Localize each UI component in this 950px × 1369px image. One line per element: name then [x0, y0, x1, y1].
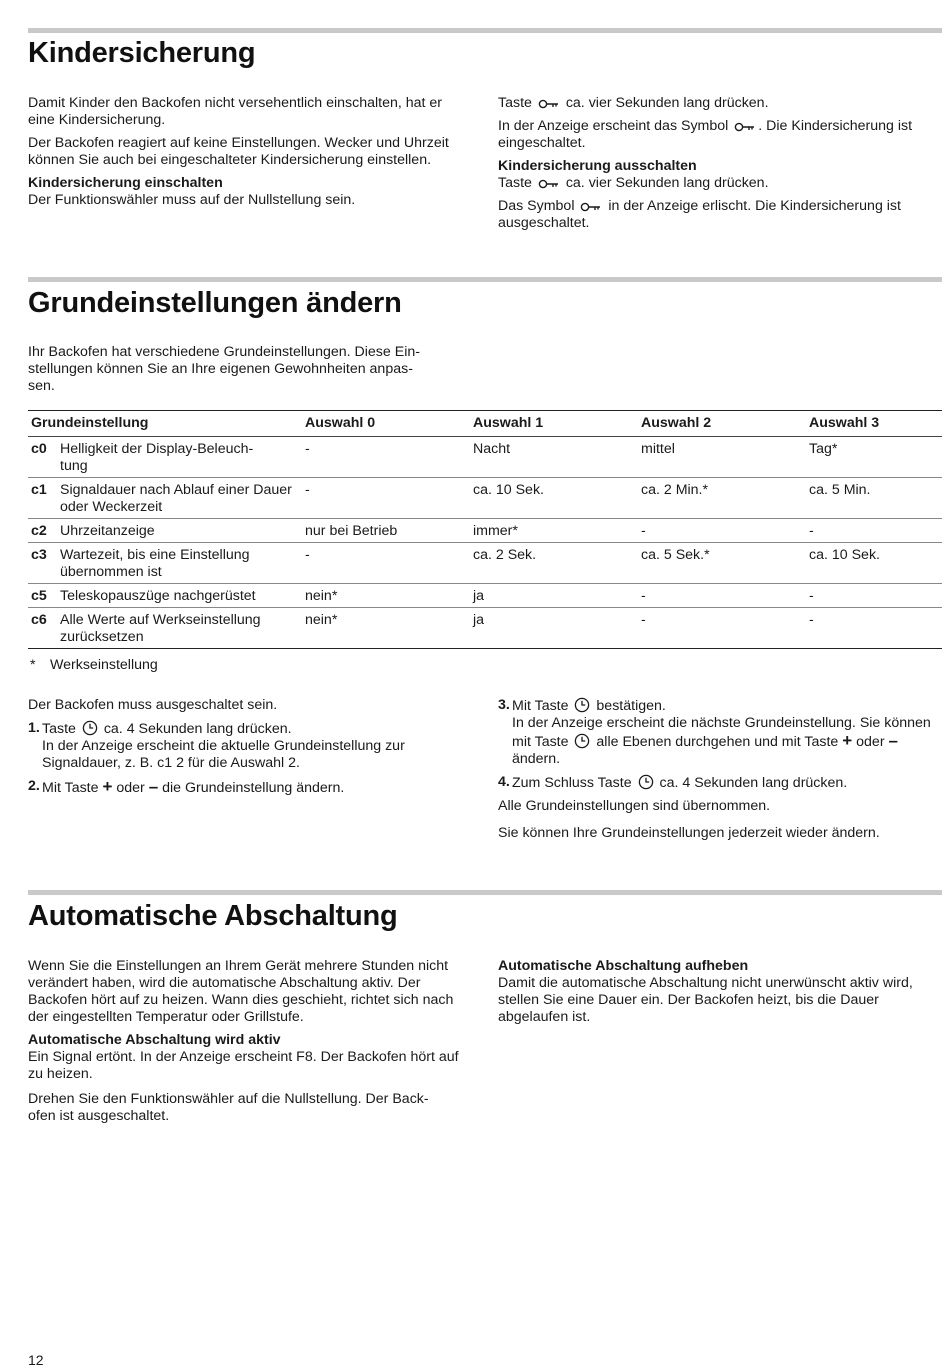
- text: Mit Taste: [512, 698, 569, 714]
- text: alle Ebenen durchgehen und mit Taste: [596, 734, 839, 750]
- clock-icon: [638, 774, 654, 790]
- text-line: stellungen können Sie an Ihre eigenen Gewohnheiten anpas-: [28, 361, 413, 377]
- table-footnote: [28, 657, 158, 674]
- column-header: Auswahl 3: [806, 411, 942, 437]
- section-rule: [28, 277, 942, 282]
- text: Taste: [498, 175, 532, 191]
- cell: nur bei Betrieb: [302, 519, 470, 543]
- setting-description: Uhrzeitanzeige: [57, 519, 302, 543]
- paragraph: [498, 118, 942, 152]
- cell: Tag*: [806, 437, 942, 478]
- setting-description: [57, 437, 302, 478]
- paragraph: Der Backofen reagiert auf keine Einstellungen. Wecker und Uhrzeit können Sie auch bei eingeschalteter Kindersicherung einstellen.: [28, 135, 449, 168]
- paragraph: Damit die automatische Abschaltung nicht unerwünscht aktiv wird, stellen Sie eine Dauer ein. Der Backofen heizt, bis die Dauer abgelaufen ist.: [498, 975, 913, 1025]
- paragraph: [498, 95, 942, 112]
- column-header: Auswahl 0: [302, 411, 470, 437]
- section-title-grundeinstellungen: Grundeinstellungen ändern: [28, 287, 402, 319]
- subheading: Automatische Abschaltung wird aktiv: [28, 1032, 281, 1048]
- paragraph: Der Funktionswähler muss auf der Nullstellung sein.: [28, 192, 356, 208]
- abschaltung-right-column: [498, 958, 942, 1032]
- text: ca. vier Sekunden lang drücken.: [565, 95, 769, 111]
- cell: ja: [470, 584, 638, 608]
- cell: mittel: [638, 437, 806, 478]
- clock-icon: [574, 697, 590, 713]
- setting-description: Teleskopauszüge nachgerüstet: [57, 584, 302, 608]
- cell: nein*: [302, 584, 470, 608]
- text-line: Ihr Backofen hat verschiedene Grundeinstellungen. Diese Ein-: [28, 344, 420, 360]
- cell: nein*: [302, 608, 470, 649]
- cell: -: [638, 608, 806, 649]
- cell: -: [302, 543, 470, 584]
- footnote-marker: *: [30, 657, 36, 673]
- text-line: sen.: [28, 378, 55, 394]
- text-line: ofen ist ausgeschaltet.: [28, 1108, 170, 1124]
- text-line: tung: [60, 458, 88, 474]
- paragraph: Ein Signal ertönt. In der Anzeige erscheint F8. Der Backofen hört auf zu heizen.: [28, 1049, 459, 1082]
- cell: ca. 2 Sek.: [470, 543, 638, 584]
- text: ändern.: [512, 751, 561, 767]
- grundeinstellungen-right-column: [498, 697, 942, 848]
- text: Taste: [42, 721, 76, 737]
- setting-description: Signaldauer nach Ablauf einer Dauer oder Weckerzeit: [57, 478, 302, 519]
- cell: -: [638, 584, 806, 608]
- paragraph: [28, 1091, 472, 1125]
- paragraph: Sie können Ihre Grundeinstellungen jederzeit wieder ändern.: [498, 825, 880, 841]
- text: Zum Schluss Taste: [512, 775, 632, 791]
- cell: ca. 5 Min.: [806, 478, 942, 519]
- table-row: [28, 478, 942, 519]
- column-header: Grundeinstellung: [28, 411, 302, 437]
- clock-icon: [574, 733, 590, 749]
- cell: ca. 5 Sek.*: [638, 543, 806, 584]
- page-number: 12: [28, 1352, 44, 1368]
- text-line: Drehen Sie den Funktionswähler auf die Nullstellung. Der Back-: [28, 1091, 429, 1107]
- paragraph: Alle Grundeinstellungen sind übernommen.: [498, 798, 771, 814]
- table-row: [28, 437, 942, 478]
- key-icon: [538, 178, 560, 190]
- text: ca. 4 Sekunden lang drücken.: [103, 721, 292, 737]
- abschaltung-left-column: [28, 958, 472, 1131]
- text: die Grundeinstellung ändern.: [162, 780, 345, 796]
- setting-code: c3: [28, 543, 57, 584]
- step-4: [498, 774, 942, 792]
- section-title-abschaltung: Automatische Abschaltung: [28, 900, 398, 932]
- cell: -: [302, 478, 470, 519]
- cell: immer*: [470, 519, 638, 543]
- paragraph: [498, 175, 942, 192]
- settings-table: [28, 410, 942, 649]
- setting-code: c5: [28, 584, 57, 608]
- step-number: 3.: [498, 697, 510, 713]
- setting-code: c2: [28, 519, 57, 543]
- table-row: [28, 608, 942, 649]
- text: In der Anzeige erscheint die nächste Grundeinstellung. Sie können mit Taste: [512, 715, 931, 750]
- text: ca. vier Sekunden lang drücken.: [565, 175, 769, 191]
- key-icon: [538, 98, 560, 110]
- paragraph: [498, 198, 942, 232]
- paragraph: Wenn Sie die Einstellungen an Ihrem Gerät mehrere Stunden nicht verändert haben, wird die automatische Abschaltung aktiv. Der Backofen hört auf zu heizen. Wann dies geschieht, richtet sich nach der eingestellten Temperatur oder Grillstufe.: [28, 958, 454, 1025]
- table-row: [28, 543, 942, 584]
- text: In der Anzeige erscheint das Symbol: [498, 118, 729, 134]
- setting-description: Alle Werte auf Werkseinstellung zurücksetzen: [57, 608, 302, 649]
- clock-icon: [82, 720, 98, 736]
- minus-icon: –: [148, 777, 159, 796]
- text: in der Anzeige erlischt. Die Kindersicherung ist ausgeschaltet.: [498, 198, 901, 231]
- setting-description: Wartezeit, bis eine Einstellung übernommen ist: [57, 543, 302, 584]
- text: bestätigen.: [596, 698, 666, 714]
- subheading: Automatische Abschaltung aufheben: [498, 958, 749, 974]
- table-header-row: [28, 411, 942, 437]
- text: ca. 4 Sekunden lang drücken.: [659, 775, 848, 791]
- step-detail: In der Anzeige erscheint die aktuelle Grundeinstellung zur Signaldauer, z. B. c1 2 für die Auswahl 2.: [42, 738, 405, 771]
- text: . Die Kindersicherung ist eingeschaltet.: [498, 118, 913, 151]
- text-line: Helligkeit der Display-Beleuch-: [60, 441, 254, 457]
- text: Mit Taste: [42, 780, 99, 796]
- grundeinstellungen-intro: [28, 344, 472, 401]
- key-icon: [580, 201, 602, 213]
- step-number: 4.: [498, 774, 510, 790]
- subheading: Kindersicherung ausschalten: [498, 158, 697, 174]
- minus-icon: –: [888, 731, 898, 750]
- cell: -: [806, 584, 942, 608]
- step-3: [498, 697, 942, 768]
- step-number: 1.: [28, 720, 40, 736]
- step-detail: [512, 715, 942, 768]
- kindersicherung-right-column: [498, 95, 942, 238]
- column-header: Auswahl 2: [638, 411, 806, 437]
- text: Das Symbol: [498, 198, 575, 214]
- key-icon: [734, 121, 756, 133]
- setting-code: c0: [28, 437, 57, 478]
- paragraph: Damit Kinder den Backofen nicht versehentlich einschalten, hat er eine Kindersicherung.: [28, 95, 443, 128]
- step-2: [28, 778, 472, 797]
- table-row: [28, 519, 942, 543]
- table-row: [28, 584, 942, 608]
- paragraph: Der Backofen muss ausgeschaltet sein.: [28, 697, 278, 713]
- manual-page: [28, 0, 942, 1368]
- cell: -: [806, 519, 942, 543]
- plus-icon: +: [102, 777, 113, 796]
- footnote-text: Werkseinstellung: [50, 657, 158, 673]
- step-1: [28, 720, 472, 772]
- cell: Nacht: [470, 437, 638, 478]
- section-title-kindersicherung: Kindersicherung: [28, 37, 256, 69]
- section-rule: [28, 28, 942, 33]
- cell: ca. 10 Sek.: [806, 543, 942, 584]
- paragraph: [28, 344, 472, 395]
- column-header: Auswahl 1: [470, 411, 638, 437]
- text: oder: [116, 780, 145, 796]
- text: Taste: [498, 95, 532, 111]
- text: oder: [856, 734, 885, 750]
- cell: -: [638, 519, 806, 543]
- subheading: Kindersicherung einschalten: [28, 175, 223, 191]
- setting-code: c6: [28, 608, 57, 649]
- section-rule: [28, 890, 942, 895]
- cell: ja: [470, 608, 638, 649]
- cell: ca. 10 Sek.: [470, 478, 638, 519]
- step-number: 2.: [28, 778, 40, 794]
- setting-code: c1: [28, 478, 57, 519]
- plus-icon: +: [842, 731, 853, 750]
- cell: -: [302, 437, 470, 478]
- kindersicherung-left-column: [28, 95, 472, 215]
- grundeinstellungen-left-column: [28, 697, 472, 803]
- cell: ca. 2 Min.*: [638, 478, 806, 519]
- cell: -: [806, 608, 942, 649]
